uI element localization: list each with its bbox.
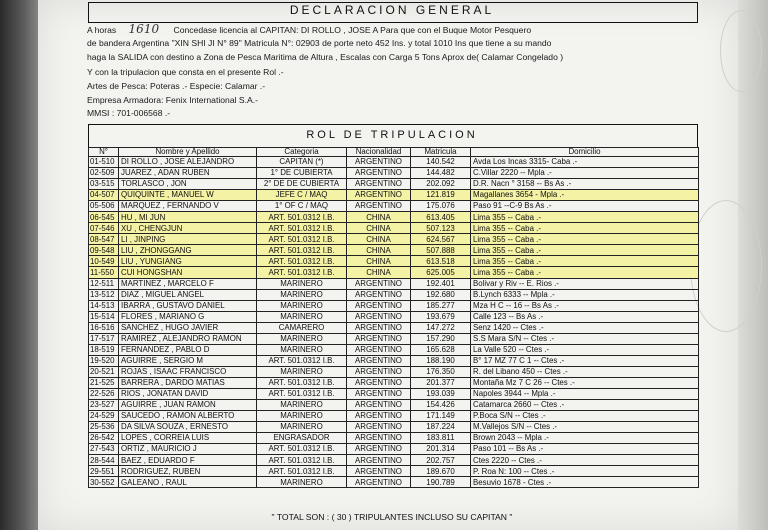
crew-number: 01-510 (89, 157, 119, 168)
crew-address: D.R. Nacn ° 3158 -- Bs As .- (471, 179, 699, 190)
crew-nationality: CHINA (347, 234, 411, 245)
column-header-address: Domicilio (471, 148, 699, 157)
crew-category: 1° DE CUBIERTA (257, 168, 347, 179)
table-row (89, 344, 699, 355)
column-header-category: Categoria (257, 148, 347, 157)
crew-address: Bolivar y Riv -- E. Rios .- (471, 278, 699, 289)
crew-number: 28-544 (89, 455, 119, 466)
crew-number: 05-506 (89, 201, 119, 212)
crew-number: 11-550 (89, 267, 119, 278)
crew-nationality: CHINA (347, 223, 411, 234)
crew-number: 24-529 (89, 411, 119, 422)
crew-registration: 187.224 (411, 422, 471, 433)
crew-address: Brown 2043 -- Mpla .- (471, 433, 699, 444)
crew-category: ENGRASADOR (257, 433, 347, 444)
table-row (89, 289, 699, 300)
crew-address: Lima 355 -- Caba .- (471, 212, 699, 223)
crew-registration: 121.819 (411, 190, 471, 201)
crew-number: 03-515 (89, 179, 119, 190)
declaration-line-1 (87, 22, 531, 36)
table-row (89, 300, 699, 311)
crew-number: 26-542 (89, 433, 119, 444)
crew-nationality: ARGENTINO (347, 157, 411, 168)
crew-number: 04-507 (89, 190, 119, 201)
crew-registration: 193.039 (411, 388, 471, 399)
crew-number: 29-551 (89, 466, 119, 477)
crew-nationality: ARGENTINO (347, 388, 411, 399)
crew-nationality: ARGENTINO (347, 311, 411, 322)
crew-number: 22-526 (89, 388, 119, 399)
table-row (89, 267, 699, 278)
crew-nationality: ARGENTINO (347, 201, 411, 212)
crew-name: FLORES , MARIANO G (119, 311, 257, 322)
faint-stamp (720, 10, 762, 92)
crew-registration: 624.567 (411, 234, 471, 245)
crew-address: Lima 355 -- Caba .- (471, 245, 699, 256)
crew-name: AGUIRRE , JUAN RAMON (119, 400, 257, 411)
crew-registration: 192.401 (411, 278, 471, 289)
crew-address: P.Boca S/N -- Ctes .- (471, 411, 699, 422)
roster-title: ROL DE TRIPULACION (306, 129, 478, 141)
crew-address: P. Roa N: 100 -- Ctes .- (471, 466, 699, 477)
crew-name: XU , CHENGJUN (119, 223, 257, 234)
crew-number: 20-521 (89, 366, 119, 377)
crew-category: 2° DE DE CUBIERTA (257, 179, 347, 190)
crew-address: Napoles 3944 -- Mpla .- (471, 388, 699, 399)
crew-category: MARINERO (257, 411, 347, 422)
crew-number: 07-546 (89, 223, 119, 234)
crew-registration: 189.670 (411, 466, 471, 477)
crew-name: LOPES , CORREIA LUIS (119, 433, 257, 444)
crew-name: LI , JINPING (119, 234, 257, 245)
column-header-name: Nombre y Apellido (119, 148, 257, 157)
table-row (89, 223, 699, 234)
declaration-line-4: Y con la tripulacion que consta en el presente Rol .- (87, 67, 284, 77)
crew-name: ORTIZ , MAURICIO J (119, 444, 257, 455)
crew-category: MARINERO (257, 477, 347, 488)
scan-left-shadow (0, 0, 40, 530)
table-row (89, 311, 699, 322)
crew-nationality: ARGENTINO (347, 300, 411, 311)
crew-number: 12-511 (89, 278, 119, 289)
crew-number: 17-517 (89, 333, 119, 344)
crew-category: CAMARERO (257, 322, 347, 333)
crew-registration: 183.811 (411, 433, 471, 444)
crew-nationality: ARGENTINO (347, 422, 411, 433)
crew-name: IBARRA , GUSTAVO DANIEL (119, 300, 257, 311)
table-row (89, 477, 699, 488)
crew-registration: 192.680 (411, 289, 471, 300)
crew-address: Mza H C -- 16 -- Bs As .- (471, 300, 699, 311)
crew-registration: 625.005 (411, 267, 471, 278)
crew-name: GALEANO , RAUL (119, 477, 257, 488)
crew-registration: 157.290 (411, 333, 471, 344)
crew-table (88, 147, 699, 488)
crew-address: R. del Libano 450 -- Ctes .- (471, 366, 699, 377)
crew-category: MARINERO (257, 311, 347, 322)
crew-category: JEFE C / MAQ (257, 190, 347, 201)
crew-name: CUI HONGSHAN (119, 267, 257, 278)
crew-name: FERNANDEZ , PABLO D (119, 344, 257, 355)
crew-address: Besuvio 1678 - Ctes .- (471, 477, 699, 488)
table-row (89, 377, 699, 388)
crew-registration: 613.518 (411, 256, 471, 267)
crew-number: 27-543 (89, 444, 119, 455)
crew-category: ART. 501.0312 I.B. (257, 245, 347, 256)
table-row (89, 366, 699, 377)
crew-registration: 202.757 (411, 455, 471, 466)
table-row (89, 400, 699, 411)
crew-registration: 154.426 (411, 400, 471, 411)
crew-nationality: CHINA (347, 267, 411, 278)
crew-name: ROJAS , ISAAC FRANCISCO (119, 366, 257, 377)
table-row (89, 333, 699, 344)
hours-label: A horas (87, 25, 117, 35)
crew-address: M.Vallejos S/N -- Ctes .- (471, 422, 699, 433)
handwritten-hour: 1610 (128, 22, 160, 36)
crew-nationality: CHINA (347, 256, 411, 267)
crew-name: RIOS , JONATAN DAVID (119, 388, 257, 399)
crew-category: ART. 501.0312 I.B. (257, 234, 347, 245)
crew-number: 30-552 (89, 477, 119, 488)
crew-number: 02-509 (89, 168, 119, 179)
crew-address: C.Villar 2220 -- Mpla .- (471, 168, 699, 179)
crew-category: MARINERO (257, 289, 347, 300)
crew-category: 1° OF C / MAQ (257, 201, 347, 212)
crew-name: LIU , ZHONGGANG (119, 245, 257, 256)
column-header-registration: Matricula (411, 148, 471, 157)
crew-number: 15-514 (89, 311, 119, 322)
crew-name: TORLASCO , JON (119, 179, 257, 190)
crew-nationality: ARGENTINO (347, 466, 411, 477)
crew-registration: 171.149 (411, 411, 471, 422)
crew-address: Paso 101 -- Bs As .- (471, 444, 699, 455)
table-row (89, 422, 699, 433)
crew-category: MARINERO (257, 366, 347, 377)
crew-name: BARRERA , DARDO MATIAS (119, 377, 257, 388)
crew-category: CAPITAN (*) (257, 157, 347, 168)
crew-name: SANCHEZ , HUGO JAVIER (119, 322, 257, 333)
table-row (89, 411, 699, 422)
crew-name: LIU , YUNGIANG (119, 256, 257, 267)
crew-address: Catamarca 2660 -- Ctes .- (471, 400, 699, 411)
crew-category: MARINERO (257, 278, 347, 289)
table-row (89, 433, 699, 444)
table-row (89, 168, 699, 179)
crew-address: B° 17 MZ 77 C 1 -- Ctes .- (471, 355, 699, 366)
crew-category: ART. 501.0312 I.B. (257, 455, 347, 466)
crew-number: 13-512 (89, 289, 119, 300)
crew-number: 16-516 (89, 322, 119, 333)
crew-number: 21-525 (89, 377, 119, 388)
license-text: Concedase licencia al CAPITAN: DI ROLLO , JOSE A Para que con el Buque Motor Pesquero (173, 25, 532, 35)
crew-name: HU , MI JUN (119, 212, 257, 223)
crew-address: Calle 123 -- Bs As .- (471, 311, 699, 322)
crew-address: Lima 355 -- Caba .- (471, 234, 699, 245)
crew-registration: 185.277 (411, 300, 471, 311)
crew-nationality: ARGENTINO (347, 444, 411, 455)
crew-name: QUIQUINTE , MANUEL W (119, 190, 257, 201)
crew-registration: 176.350 (411, 366, 471, 377)
crew-name: DA SILVA SOUZA , ERNESTO (119, 422, 257, 433)
crew-name: MARQUEZ , FERNANDO V (119, 201, 257, 212)
crew-nationality: ARGENTINO (347, 477, 411, 488)
crew-nationality: ARGENTINO (347, 322, 411, 333)
crew-name: AGUIRRE , SERGIO M (119, 355, 257, 366)
crew-category: ART. 501.0312 I.B. (257, 212, 347, 223)
crew-category: MARINERO (257, 344, 347, 355)
crew-nationality: ARGENTINO (347, 190, 411, 201)
table-row (89, 179, 699, 190)
crew-address: B.Lynch 6333 -- Mpla .- (471, 289, 699, 300)
declaration-title: DECLARACION GENERAL (289, 3, 495, 17)
crew-nationality: ARGENTINO (347, 366, 411, 377)
crew-registration: 613.405 (411, 212, 471, 223)
crew-registration: 201.314 (411, 444, 471, 455)
table-row (89, 466, 699, 477)
declaration-line-2: de bandera Argentina "XIN SHI JI N° 89" Matricula N°: 02903 de porte neto 452 Ins. y total 1010 Ins que tiene a su mando (87, 38, 552, 48)
crew-registration: 165.628 (411, 344, 471, 355)
crew-number: 08-547 (89, 234, 119, 245)
crew-registration: 147.272 (411, 322, 471, 333)
crew-number: 14-513 (89, 300, 119, 311)
crew-number: 09-548 (89, 245, 119, 256)
crew-registration: 507.123 (411, 223, 471, 234)
table-row (89, 388, 699, 399)
crew-nationality: ARGENTINO (347, 355, 411, 366)
crew-nationality: ARGENTINO (347, 168, 411, 179)
crew-registration: 507.888 (411, 245, 471, 256)
crew-table-header (89, 148, 699, 157)
crew-category: MARINERO (257, 333, 347, 344)
crew-number: 10-549 (89, 256, 119, 267)
crew-name: RAMIREZ , ALEJANDRO RAMON (119, 333, 257, 344)
crew-category: ART. 501.0312 I.B. (257, 355, 347, 366)
crew-category: ART. 501.0312 I.B. (257, 466, 347, 477)
table-row (89, 245, 699, 256)
crew-nationality: ARGENTINO (347, 278, 411, 289)
table-row (89, 444, 699, 455)
crew-name: SAUCEDO , RAMON ALBERTO (119, 411, 257, 422)
table-row (89, 201, 699, 212)
crew-category: ART. 501.0312 I.B. (257, 256, 347, 267)
crew-address: S.S Mara S/N -- Ctes .- (471, 333, 699, 344)
declaration-line-7: MMSI : 701-006568 .- (87, 108, 171, 118)
crew-address: Lima 355 -- Caba .- (471, 256, 699, 267)
crew-address: Lima 355 -- Caba .- (471, 267, 699, 278)
table-row (89, 455, 699, 466)
crew-registration: 144.482 (411, 168, 471, 179)
crew-category: ART. 501.0312 I.B. (257, 223, 347, 234)
crew-category: MARINERO (257, 422, 347, 433)
crew-number: 25-536 (89, 422, 119, 433)
crew-name: RODRIGUEZ, RUBEN (119, 466, 257, 477)
crew-name: MARTINEZ , MARCELO F (119, 278, 257, 289)
crew-nationality: ARGENTINO (347, 377, 411, 388)
crew-name: JUAREZ , ADAN RUBEN (119, 168, 257, 179)
declaration-line-3: haga la SALIDA con destino a Zona de Pesca Maritima de Altura , Escalas con Carga 5 Tons Aprox de( Calamar Congelado ) (87, 52, 564, 62)
table-row (89, 190, 699, 201)
crew-registration: 190.789 (411, 477, 471, 488)
crew-address: Paso 91 --C-9 Bs As .- (471, 201, 699, 212)
declaration-line-6: Empresa Armadora: Fenix International S.A.- (87, 95, 258, 105)
table-row (89, 355, 699, 366)
crew-address: Ctes 2220 -- Ctes .- (471, 455, 699, 466)
crew-nationality: ARGENTINO (347, 179, 411, 190)
crew-address: Magallanes 3654 - Mpla .- (471, 190, 699, 201)
table-row (89, 157, 699, 168)
column-header-number: N° (89, 148, 119, 157)
crew-address: Senz 1420 -- Ctes .- (471, 322, 699, 333)
faint-stamp (690, 200, 762, 332)
crew-nationality: CHINA (347, 212, 411, 223)
crew-nationality: ARGENTINO (347, 411, 411, 422)
column-header-nationality: Nacionalidad (347, 148, 411, 157)
table-row (89, 256, 699, 267)
crew-category: MARINERO (257, 400, 347, 411)
crew-category: MARINERO (257, 300, 347, 311)
crew-address: Lima 355 -- Caba .- (471, 223, 699, 234)
crew-nationality: ARGENTINO (347, 333, 411, 344)
crew-registration: 175.076 (411, 201, 471, 212)
crew-name: DI ROLLO , JOSE ALEJANDRO (119, 157, 257, 168)
crew-registration: 188.190 (411, 355, 471, 366)
crew-nationality: ARGENTINO (347, 433, 411, 444)
crew-nationality: ARGENTINO (347, 344, 411, 355)
crew-category: ART. 501.0312 I.B. (257, 377, 347, 388)
crew-name: DIAZ , MIGUEL ANGEL (119, 289, 257, 300)
total-crew-line: " TOTAL SON : ( 30 ) TRIPULANTES INCLUSO SU CAPITAN " (271, 512, 513, 522)
crew-registration: 202.092 (411, 179, 471, 190)
crew-nationality: ARGENTINO (347, 289, 411, 300)
table-row (89, 234, 699, 245)
crew-number: 23-527 (89, 400, 119, 411)
crew-category: ART. 501.0312 I.B. (257, 267, 347, 278)
crew-address: Avda Los Incas 3315- Caba .- (471, 157, 699, 168)
table-row (89, 322, 699, 333)
crew-name: BAEZ , EDUARDO F (119, 455, 257, 466)
crew-address: La Valle 520 -- Ctes .- (471, 344, 699, 355)
crew-category: ART. 501.0312 I.B. (257, 444, 347, 455)
table-row (89, 212, 699, 223)
crew-number: 18-519 (89, 344, 119, 355)
crew-nationality: ARGENTINO (347, 400, 411, 411)
crew-registration: 193.679 (411, 311, 471, 322)
crew-nationality: CHINA (347, 245, 411, 256)
declaration-line-5: Artes de Pesca: Poteras .- Especie: Calamar .- (87, 81, 266, 91)
crew-nationality: ARGENTINO (347, 455, 411, 466)
crew-registration: 201.377 (411, 377, 471, 388)
crew-number: 19-520 (89, 355, 119, 366)
crew-number: 06-545 (89, 212, 119, 223)
crew-category: ART. 501.0312 I.B. (257, 388, 347, 399)
crew-registration: 140.542 (411, 157, 471, 168)
crew-address: Montaña Mz 7 C 26 -- Ctes .- (471, 377, 699, 388)
table-row (89, 278, 699, 289)
